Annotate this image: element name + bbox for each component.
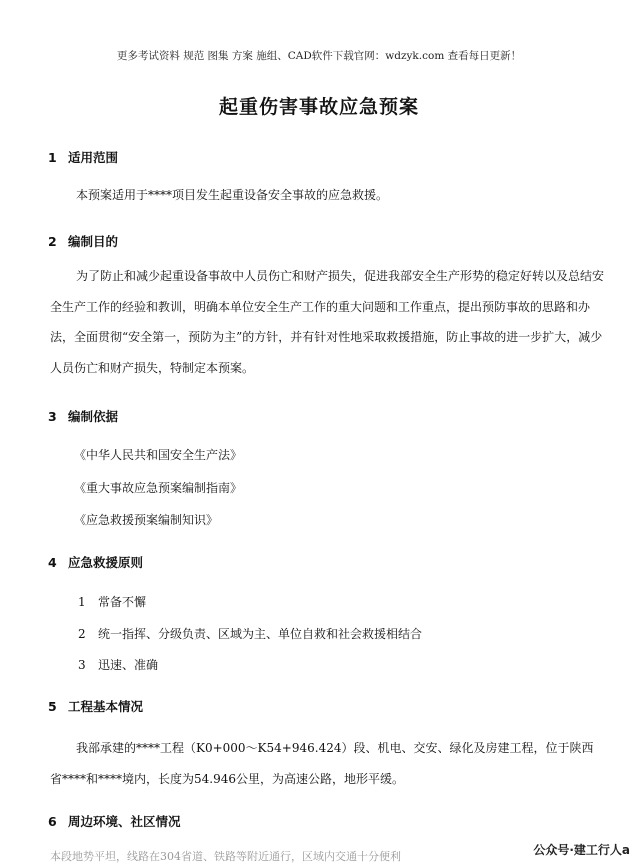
section-heading-5 (48, 697, 143, 715)
principle-text: 常备不懈 (98, 595, 147, 609)
principle-number: 2 (78, 627, 86, 641)
section-title: 工程基本情况 (68, 699, 144, 714)
project-paragraph: 我部承建的****工程（K0+000～K54+946.424）段、机电、交安、绿化及房建工程，位于陕西省****和****境内，长度为54.946公里，为高速公路，地形平缓。 (50, 741, 594, 786)
section-heading-2 (48, 232, 118, 250)
section-title: 编制目的 (68, 234, 119, 249)
section-heading-3 (48, 407, 118, 425)
section-number: 5 (48, 699, 57, 714)
cropped-text-line: 本段地势平坦，线路在304省道、铁路等附近通行，区域内交通十分便利 (50, 850, 401, 863)
section-title: 应急救援原则 (68, 555, 144, 570)
section-number: 1 (48, 150, 57, 165)
section-number: 2 (48, 234, 57, 249)
watermark: 公众号·建工行人a (531, 840, 632, 859)
section-number: 4 (48, 555, 57, 570)
header-download-note: 更多考试资料 规范 图集 方案 施组、CAD软件下载官网：wdzyk.com 查看每日更新！ (116, 50, 522, 62)
section-number: 6 (48, 814, 57, 829)
basis-reference: 《中华人民共和国安全生产法》 (74, 448, 243, 462)
basis-reference: 《应急救援预案编制知识》 (74, 513, 219, 527)
principle-text: 迅速、准确 (98, 658, 159, 672)
section-title: 编制依据 (68, 409, 119, 424)
section-number: 3 (48, 409, 57, 424)
principle-item (78, 656, 158, 673)
principle-item (78, 625, 422, 642)
scope-paragraph: 本预案适用于****项目发生起重设备安全事故的应急救援。 (76, 188, 389, 202)
principle-item (78, 593, 146, 610)
section-title: 周边环境、社区情况 (68, 814, 181, 829)
principle-number: 3 (78, 658, 86, 672)
purpose-paragraph: 为了防止和减少起重设备事故中人员伤亡和财产损失，促进我部安全生产形势的稳定好转以及总结安全生产工作的经验和教训，明确本单位安全生产工作的重大问题和工作重点，提出预防事故的思路和办法，全面贯彻“安全第一，预防为主”的方针，并有针对性地采取救援措施，防止事故的进一步扩大，减少人员伤亡和财产损失，特制定本预案。 (50, 269, 605, 375)
basis-reference: 《重大事故应急预案编制指南》 (74, 481, 243, 495)
section-heading-4 (48, 553, 143, 571)
principle-text: 统一指挥、分级负责、区域为主、单位自救和社会救援相结合 (98, 627, 423, 641)
section-title: 适用范围 (68, 150, 119, 165)
section-heading-1 (48, 148, 118, 166)
section-heading-6 (48, 812, 181, 830)
document-title: 起重伤害事故应急预案 (218, 96, 419, 118)
principle-number: 1 (78, 595, 86, 609)
